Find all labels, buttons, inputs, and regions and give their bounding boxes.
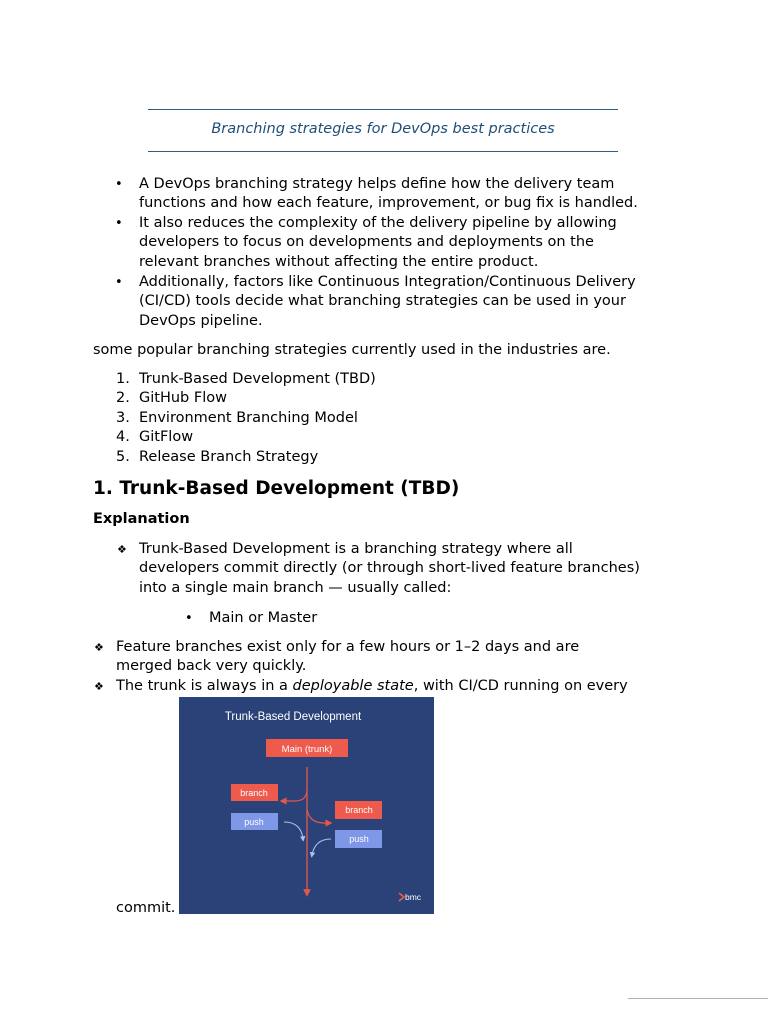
document-subtitle: Branching strategies for DevOps best practices	[211, 121, 555, 137]
bullet-3-line-2: (CI/CD) tools decide what branching strategies can be used in your	[139, 293, 626, 309]
point-1-line-3: into a single main branch — usually called:	[139, 580, 452, 596]
footer-rule	[628, 998, 768, 999]
list-number: 3.	[116, 410, 130, 426]
point-3-line-1	[116, 677, 628, 697]
top-rule	[148, 109, 618, 110]
bullet-2-line-2: developers to focus on developments and deployments on the	[139, 234, 594, 250]
branch-label-left: branch	[240, 788, 268, 798]
list-item: Release Branch Strategy	[139, 449, 319, 465]
bullet-marker: •	[185, 611, 193, 626]
point-3-text: The trunk is always in a	[116, 678, 293, 694]
subheading-label: Explanation	[93, 511, 190, 527]
branch-label-right: branch	[345, 805, 373, 815]
bullet-1-line-2: functions and how each feature, improvement, or bug fix is handled.	[139, 195, 638, 211]
point-3-text-end: , with CI/CD running on every	[413, 678, 628, 694]
list-number: 2.	[116, 390, 130, 406]
list-number: 1.	[116, 371, 130, 387]
bullet-1-line-1: A DevOps branching strategy helps define how the delivery team	[139, 176, 615, 192]
bullet-2-line-1: It also reduces the complexity of the delivery pipeline by allowing	[139, 215, 617, 231]
diagram-title: Trunk-Based Development	[224, 711, 362, 723]
point-3-emphasis: deployable state	[292, 678, 414, 694]
section-subheading	[93, 511, 190, 527]
list-item: Environment Branching Model	[139, 410, 358, 426]
list-item: GitHub Flow	[139, 390, 227, 406]
sub-bullet-item: Main or Master	[209, 610, 318, 626]
bullet-marker: •	[115, 275, 123, 290]
point-2-line-2: merged back very quickly.	[116, 658, 307, 674]
bullet-3-line-3: DevOps pipeline.	[139, 313, 263, 329]
list-number: 5.	[116, 449, 130, 465]
bullet-marker: •	[115, 177, 123, 192]
list-item: GitFlow	[139, 429, 194, 445]
push-label-right: push	[349, 834, 369, 844]
main-trunk-label: Main (trunk)	[281, 744, 333, 755]
list-number: 4.	[116, 429, 130, 445]
bullet-3-line-1: Additionally, factors like Continuous Integration/Continuous Delivery	[139, 274, 636, 290]
diamond-bullet-icon: ❖	[94, 641, 104, 654]
bullet-marker: •	[115, 216, 123, 231]
bottom-rule	[148, 151, 618, 152]
diamond-bullet-icon: ❖	[117, 543, 127, 556]
point-2-line-1: Feature branches exist only for a few hours or 1–2 days and are	[116, 639, 580, 655]
list-item: Trunk-Based Development (TBD)	[139, 371, 376, 387]
bullet-2-line-3: relevant branches without affecting the entire product.	[139, 254, 539, 270]
diamond-bullet-icon: ❖	[94, 680, 104, 693]
push-label-left: push	[244, 817, 264, 827]
bmc-logo-text: bmc	[405, 892, 422, 902]
point-1-line-2: developers commit directly (or through short-lived feature branches)	[139, 560, 640, 576]
trunk-based-diagram	[179, 697, 434, 914]
section-heading: 1. Trunk-Based Development (TBD)	[93, 478, 460, 499]
point-1-line-1: Trunk-Based Development is a branching strategy where all	[139, 541, 573, 557]
intro-paragraph: some popular branching strategies currently used in the industries are.	[93, 342, 611, 358]
point-3-continuation: commit.	[116, 900, 176, 916]
